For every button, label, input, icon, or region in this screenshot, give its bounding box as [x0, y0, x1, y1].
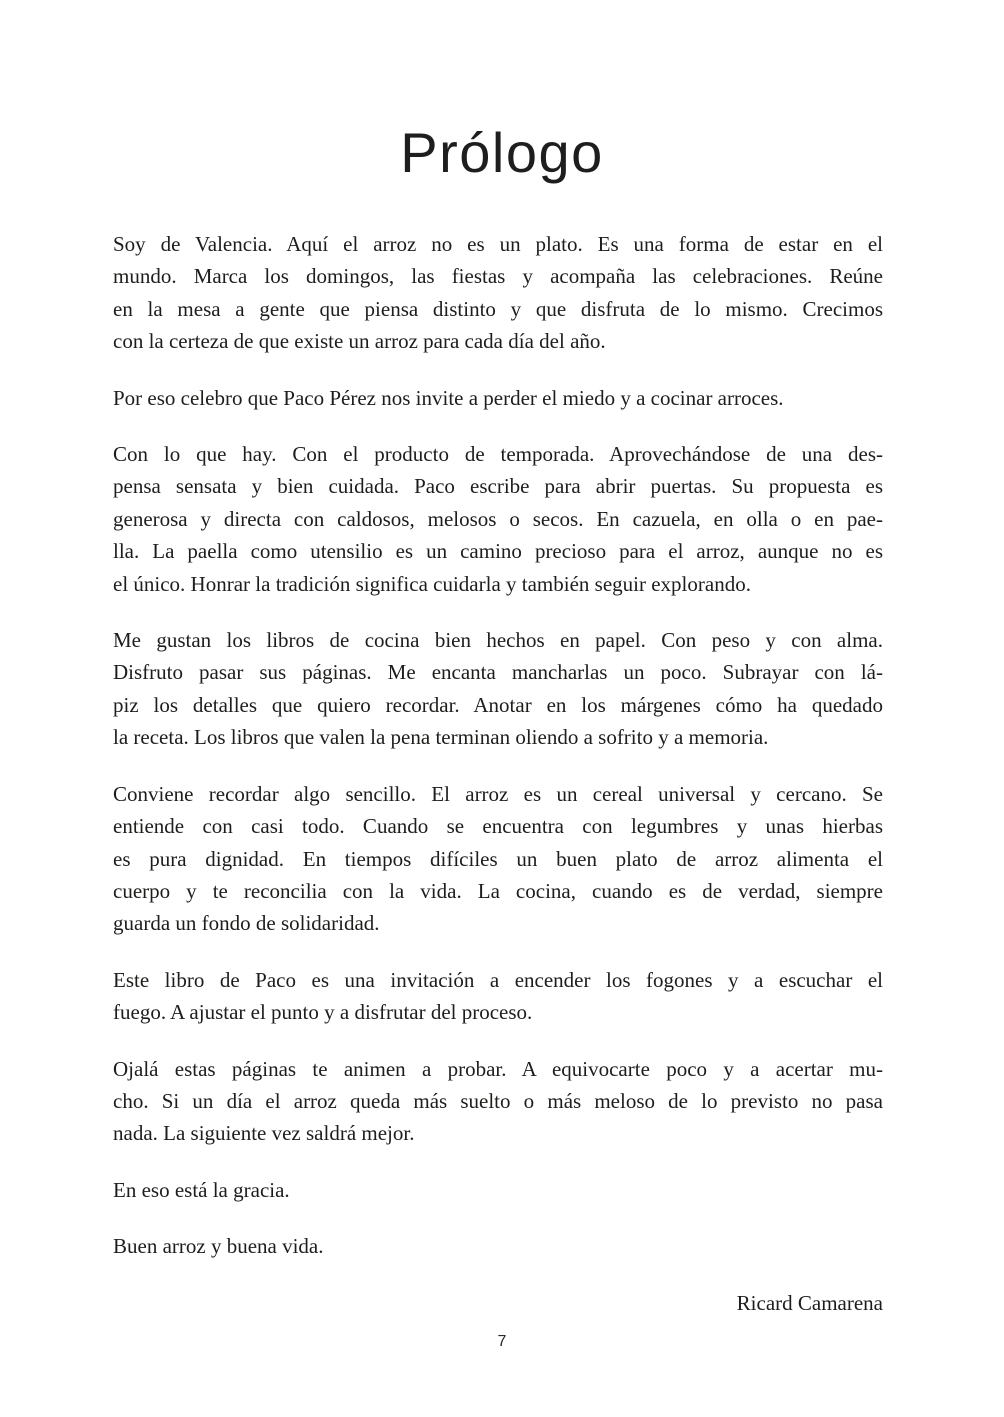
paragraph — [113, 228, 883, 358]
text-line: pensa sensata y bien cuidada. Paco escribe para abrir puertas. Su propuesta es — [113, 474, 883, 499]
page-number: 7 — [497, 1333, 507, 1350]
paragraph — [113, 778, 883, 940]
text-line: Ricard Camarena — [736, 1290, 883, 1315]
text-line: con la certeza de que existe un arroz para cada día del año. — [113, 329, 606, 354]
text-line: Por eso celebro que Paco Pérez nos invite a perder el miedo y a cocinar arroces. — [113, 385, 784, 410]
text-line: Buen arroz y buena vida. — [113, 1234, 324, 1259]
signature — [113, 1287, 883, 1319]
text-column — [113, 228, 883, 1319]
text-line: Soy de Valencia. Aquí el arroz no es un plato. Es una forma de estar en el — [113, 232, 883, 256]
text-line: Ojalá estas páginas te animen a probar. A equivocarte poco y a acertar mu- — [113, 1056, 883, 1081]
paragraph — [113, 964, 883, 1029]
paragraph — [113, 382, 883, 414]
text-line: Conviene recordar algo sencillo. El arroz es un cereal universal y cercano. Se — [113, 781, 883, 806]
text-line: en la mesa a gente que piensa distinto y que disfruta de lo mismo. Crecimos — [113, 296, 883, 321]
text-line: Este libro de Paco es una invitación a encender los fogones y a escuchar el — [113, 967, 883, 992]
text-line: es pura dignidad. En tiempos difíciles un buen plato de arroz alimenta el — [113, 846, 883, 871]
paragraph — [113, 1174, 883, 1206]
text-line: Disfruto pasar sus páginas. Me encanta mancharlas un poco. Subrayar con lá- — [113, 660, 883, 685]
text-line: mundo. Marca los domingos, las fiestas y acompaña las celebraciones. Reúne — [113, 264, 883, 289]
text-line: generosa y directa con caldosos, melosos o secos. En cazuela, en olla o en pae- — [113, 506, 883, 531]
text-line: Me gustan los libros de cocina bien hechos en papel. Con peso y con alma. — [113, 628, 883, 653]
paragraph — [113, 624, 883, 754]
text-line: piz los detalles que quiero recordar. Anotar en los márgenes cómo ha quedado — [113, 692, 883, 717]
text-line: cho. Si un día el arroz queda más suelto o más meloso de lo previsto no pasa — [113, 1088, 883, 1113]
paragraph — [113, 1053, 883, 1150]
text-line: fuego. A ajustar el punto y a disfrutar del proceso. — [113, 1000, 533, 1025]
text-line: el único. Honrar la tradición significa cuidarla y también seguir explorando. — [113, 571, 751, 596]
text-line: cuerpo y te reconcilia con la vida. La cocina, cuando es de verdad, siempre — [113, 878, 883, 903]
text-line: En eso está la gracia. — [113, 1177, 290, 1202]
paragraph — [113, 1230, 883, 1262]
text-line: entiende con casi todo. Cuando se encuentra con legumbres y unas hierbas — [113, 814, 883, 839]
paragraph — [113, 438, 883, 600]
text-line: Con lo que hay. Con el producto de temporada. Aprovechándose de una des- — [113, 442, 883, 467]
page-title: Prólogo — [400, 121, 604, 184]
text-line: lla. La paella como utensilio es un camino precioso para el arroz, aunque no es — [113, 539, 883, 564]
text-line: guarda un fondo de solidaridad. — [113, 911, 380, 936]
text-line: la receta. Los libros que valen la pena terminan oliendo a sofrito y a memoria. — [113, 725, 769, 750]
text-line: nada. La siguiente vez saldrá mejor. — [113, 1121, 415, 1146]
